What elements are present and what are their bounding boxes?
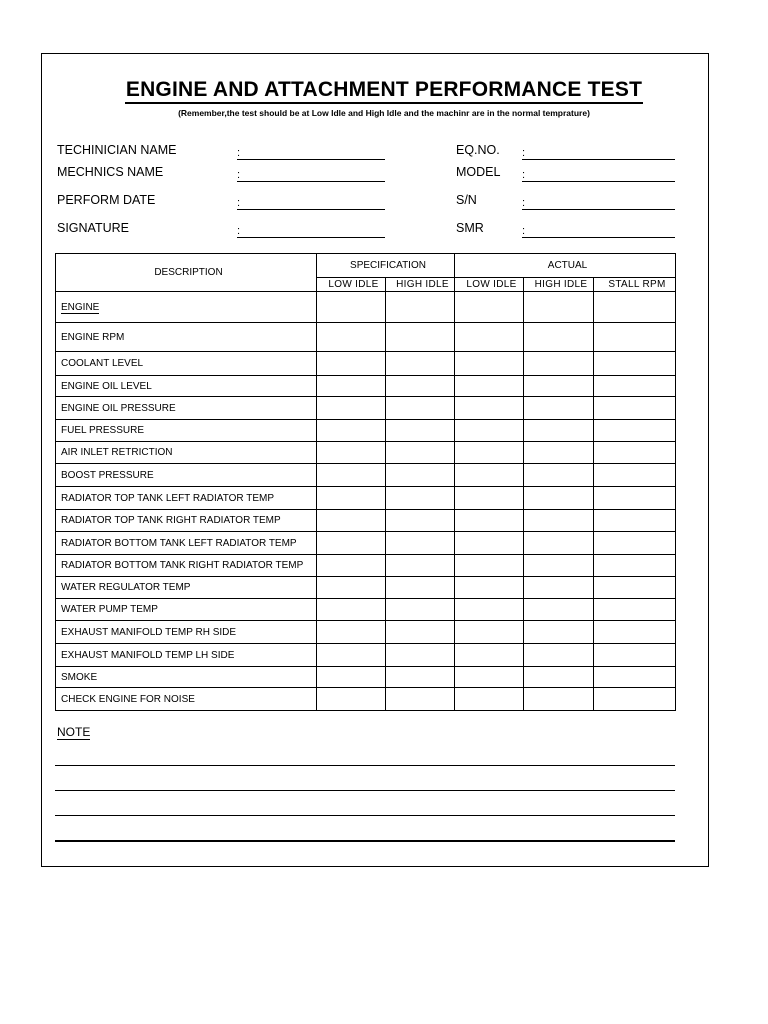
perform-date-field[interactable]: :	[237, 196, 385, 210]
value-cell[interactable]	[594, 397, 676, 420]
serial-number-label: S/N	[456, 193, 477, 207]
value-cell[interactable]	[455, 644, 524, 667]
table-row	[56, 442, 676, 464]
value-cell[interactable]	[386, 510, 455, 532]
section-title: ENGINE	[56, 292, 317, 323]
performance-test-table	[55, 253, 676, 711]
value-cell[interactable]	[524, 688, 594, 711]
technician-name-field[interactable]: :	[237, 146, 385, 160]
value-cell[interactable]	[524, 442, 594, 464]
value-cell[interactable]	[317, 688, 386, 711]
table-row	[56, 420, 676, 442]
table-row	[56, 352, 676, 376]
mechanics-name-field[interactable]: :	[237, 168, 385, 182]
value-cell[interactable]	[455, 376, 524, 397]
table-row	[56, 667, 676, 688]
value-cell[interactable]	[594, 352, 676, 376]
value-cell[interactable]	[524, 397, 594, 420]
row-description: ENGINE OIL LEVEL	[56, 376, 317, 397]
row-description: WATER REGULATOR TEMP	[56, 577, 317, 599]
specification-header: SPECIFICATION	[317, 254, 455, 278]
value-cell[interactable]	[524, 644, 594, 667]
table-row	[56, 621, 676, 644]
value-cell[interactable]	[455, 577, 524, 599]
value-cell[interactable]	[594, 510, 676, 532]
row-description: EXHAUST MANIFOLD TEMP LH SIDE	[56, 644, 317, 667]
description-header: DESCRIPTION	[56, 254, 317, 292]
value-cell[interactable]	[386, 487, 455, 510]
value-cell[interactable]	[594, 555, 676, 577]
value-cell[interactable]	[455, 292, 524, 323]
value-cell[interactable]	[524, 487, 594, 510]
form-title: ENGINE AND ATTACHMENT PERFORMANCE TEST	[0, 78, 768, 102]
value-cell[interactable]	[317, 644, 386, 667]
value-cell[interactable]	[594, 644, 676, 667]
value-cell[interactable]	[317, 420, 386, 442]
note-label: NOTE	[57, 725, 91, 739]
value-cell[interactable]	[317, 376, 386, 397]
value-cell[interactable]	[455, 420, 524, 442]
value-cell[interactable]	[386, 442, 455, 464]
technician-name-label: TECHINICIAN NAME	[57, 143, 177, 157]
value-cell[interactable]	[317, 352, 386, 376]
row-description: COOLANT LEVEL	[56, 352, 317, 376]
row-description: RADIATOR BOTTOM TANK RIGHT RADIATOR TEMP	[56, 555, 317, 577]
value-cell[interactable]	[455, 688, 524, 711]
table-row	[56, 532, 676, 555]
value-cell[interactable]	[594, 667, 676, 688]
value-cell[interactable]	[386, 397, 455, 420]
value-cell[interactable]	[386, 688, 455, 711]
value-cell[interactable]	[455, 352, 524, 376]
signature-label: SIGNATURE	[57, 221, 129, 235]
perform-date-label: PERFORM DATE	[57, 193, 156, 207]
value-cell[interactable]	[455, 323, 524, 352]
section-row	[56, 292, 676, 323]
value-cell[interactable]	[455, 464, 524, 487]
note-line[interactable]	[55, 765, 675, 766]
value-cell[interactable]	[386, 667, 455, 688]
value-cell[interactable]	[386, 555, 455, 577]
value-cell[interactable]	[524, 510, 594, 532]
value-cell[interactable]	[455, 510, 524, 532]
row-description: AIR INLET RETRICTION	[56, 442, 317, 464]
value-cell[interactable]	[594, 442, 676, 464]
eq-no-label: EQ.NO.	[456, 143, 500, 157]
table-row	[56, 487, 676, 510]
value-cell[interactable]	[594, 621, 676, 644]
value-cell[interactable]	[317, 323, 386, 352]
row-description: WATER PUMP TEMP	[56, 599, 317, 621]
actual-header: ACTUAL	[455, 254, 676, 278]
value-cell[interactable]	[594, 599, 676, 621]
value-cell[interactable]	[594, 464, 676, 487]
signature-field[interactable]: :	[237, 224, 385, 238]
table-row	[56, 397, 676, 420]
table-row	[56, 464, 676, 487]
value-cell[interactable]	[455, 532, 524, 555]
table-row	[56, 510, 676, 532]
value-cell[interactable]	[386, 292, 455, 323]
row-description: CHECK ENGINE FOR NOISE	[56, 688, 317, 711]
row-description: RADIATOR TOP TANK LEFT RADIATOR TEMP	[56, 487, 317, 510]
value-cell[interactable]	[524, 555, 594, 577]
table-row	[56, 599, 676, 621]
note-line[interactable]	[55, 815, 675, 816]
value-cell[interactable]	[386, 376, 455, 397]
value-cell[interactable]	[386, 323, 455, 352]
value-cell[interactable]	[524, 464, 594, 487]
eq-no-field[interactable]: :	[522, 146, 675, 160]
value-cell[interactable]	[317, 667, 386, 688]
value-cell[interactable]	[317, 464, 386, 487]
value-cell[interactable]	[594, 376, 676, 397]
value-cell[interactable]	[524, 376, 594, 397]
value-cell[interactable]	[317, 397, 386, 420]
row-description: FUEL PRESSURE	[56, 420, 317, 442]
row-description: EXHAUST MANIFOLD TEMP RH SIDE	[56, 621, 317, 644]
value-cell[interactable]	[524, 577, 594, 599]
actual-high-idle-header: HIGH IDLE	[524, 278, 594, 292]
note-line[interactable]	[55, 840, 675, 842]
value-cell[interactable]	[455, 555, 524, 577]
value-cell[interactable]	[317, 292, 386, 323]
row-description: BOOST PRESSURE	[56, 464, 317, 487]
value-cell[interactable]	[524, 352, 594, 376]
mechanics-name-label: MECHNICS NAME	[57, 165, 164, 179]
table-row	[56, 323, 676, 352]
row-description: ENGINE RPM	[56, 323, 317, 352]
value-cell[interactable]	[455, 621, 524, 644]
actual-low-idle-header: LOW IDLE	[455, 278, 524, 292]
value-cell[interactable]	[524, 599, 594, 621]
value-cell[interactable]	[386, 621, 455, 644]
value-cell[interactable]	[455, 599, 524, 621]
value-cell[interactable]	[386, 599, 455, 621]
row-description: ENGINE OIL PRESSURE	[56, 397, 317, 420]
value-cell[interactable]	[386, 577, 455, 599]
spec-low-idle-header: LOW IDLE	[317, 278, 386, 292]
value-cell[interactable]	[386, 644, 455, 667]
value-cell[interactable]	[594, 487, 676, 510]
value-cell[interactable]	[317, 621, 386, 644]
value-cell[interactable]	[317, 555, 386, 577]
value-cell[interactable]	[524, 532, 594, 555]
table-row	[56, 688, 676, 711]
model-label: MODEL	[456, 165, 501, 179]
value-cell[interactable]	[524, 420, 594, 442]
form-subtitle: (Remember,the test should be at Low Idle and High Idle and the machinr are in the normal temprature)	[178, 108, 590, 118]
value-cell[interactable]	[317, 442, 386, 464]
value-cell[interactable]	[524, 323, 594, 352]
value-cell[interactable]	[594, 292, 676, 323]
table-row	[56, 577, 676, 599]
value-cell[interactable]	[317, 577, 386, 599]
serial-number-field[interactable]: :	[522, 196, 675, 210]
value-cell[interactable]	[594, 577, 676, 599]
smr-label: SMR	[456, 221, 484, 235]
value-cell[interactable]	[594, 323, 676, 352]
spec-high-idle-header: HIGH IDLE	[386, 278, 455, 292]
value-cell[interactable]	[524, 621, 594, 644]
note-line[interactable]	[55, 790, 675, 791]
value-cell[interactable]	[386, 420, 455, 442]
value-cell[interactable]	[317, 487, 386, 510]
value-cell[interactable]	[594, 688, 676, 711]
value-cell[interactable]	[594, 420, 676, 442]
value-cell[interactable]	[386, 352, 455, 376]
value-cell[interactable]	[455, 667, 524, 688]
table-row	[56, 644, 676, 667]
value-cell[interactable]	[594, 532, 676, 555]
value-cell[interactable]	[386, 464, 455, 487]
model-field[interactable]: :	[522, 168, 675, 182]
row-description: RADIATOR TOP TANK RIGHT RADIATOR TEMP	[56, 510, 317, 532]
table-row	[56, 555, 676, 577]
value-cell[interactable]	[455, 487, 524, 510]
row-description: SMOKE	[56, 667, 317, 688]
value-cell[interactable]	[317, 532, 386, 555]
value-cell[interactable]	[317, 599, 386, 621]
value-cell[interactable]	[524, 292, 594, 323]
smr-field[interactable]: :	[522, 224, 675, 238]
row-description: RADIATOR BOTTOM TANK LEFT RADIATOR TEMP	[56, 532, 317, 555]
value-cell[interactable]	[524, 667, 594, 688]
value-cell[interactable]	[455, 442, 524, 464]
value-cell[interactable]	[455, 397, 524, 420]
value-cell[interactable]	[386, 532, 455, 555]
table-row	[56, 376, 676, 397]
value-cell[interactable]	[317, 510, 386, 532]
actual-stall-rpm-header: STALL RPM	[594, 278, 676, 292]
